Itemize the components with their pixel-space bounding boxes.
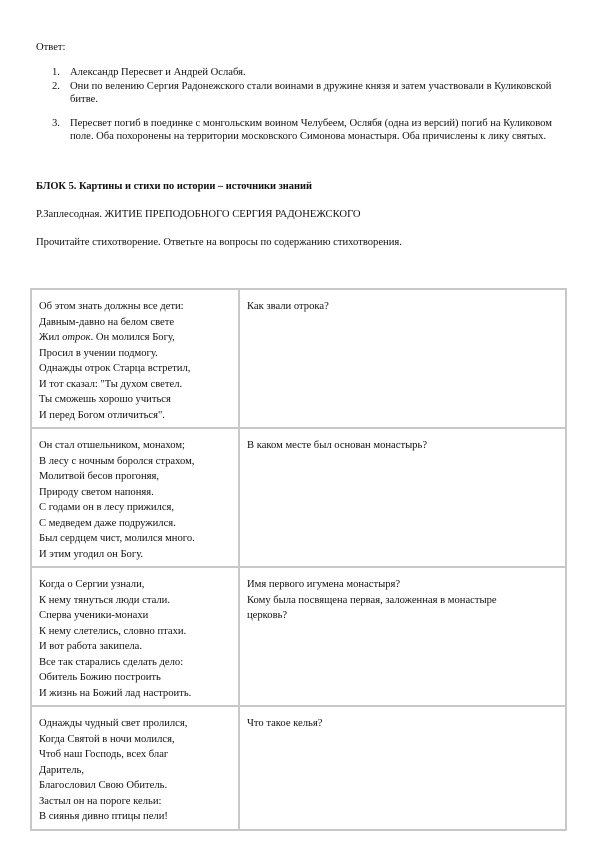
answer-item-2	[36, 80, 561, 107]
instruction-text: Прочитайте стихотворение. Ответьте на вопросы по содержанию стихотворения.	[36, 237, 402, 248]
answer-text-line: Куликовом поле. Оба похоронены на территории московского Симонова монастыря. Оба	[70, 117, 552, 142]
poem-line: Все так старались сделать дело:	[39, 656, 184, 668]
poem-line: В сиянья дивно птицы пели!	[39, 811, 168, 822]
question-cell[interactable]	[239, 428, 566, 567]
poem-line: И перед Богом отличиться".	[39, 409, 165, 421]
table-row	[31, 428, 566, 567]
poem-line: Сперва ученики-монахи	[39, 610, 149, 621]
table-row	[31, 289, 566, 428]
poem-line: Когда о Сергии узнали,	[39, 579, 145, 590]
poem-line: К нему тянуться люди стали.	[39, 594, 170, 606]
answer-item-1	[36, 66, 561, 80]
poem-line: Однажды чудный свет пролился,	[39, 718, 188, 729]
question-text: Имя первого игумена монастыря?	[247, 579, 401, 590]
poem-cell	[31, 567, 239, 706]
poem-cell	[31, 289, 239, 428]
poem-line-start: Жил	[39, 332, 63, 343]
poem-line: Благословил Свою Обитель.	[39, 780, 168, 791]
table-row	[31, 567, 566, 706]
poem-line	[39, 330, 232, 346]
poem-questions-table	[30, 288, 567, 831]
answer-text-line: Куликовской битве.	[70, 80, 552, 105]
poem-line: Просил в учении подмогу.	[39, 347, 158, 359]
question-text: Как звали отрока?	[247, 301, 329, 312]
poem-title: Р.Заплесодная. ЖИТИЕ ПРЕПОДОБНОГО СЕРГИЯ РАДОНЕЖСКОГО	[36, 209, 361, 220]
poem-line: Однажды отрок Старца встретил,	[39, 363, 191, 374]
question-text: Что такое келья?	[247, 718, 323, 729]
poem-line: В лесу с ночным боролся страхом,	[39, 455, 195, 467]
emphasized-word: отрок	[62, 332, 91, 343]
answer-number: 3.	[52, 117, 60, 129]
poem-line: Он стал отшельником, монахом;	[39, 440, 185, 451]
answer-number: 2.	[52, 80, 60, 92]
poem-line: Давным-давно на белом свете	[39, 316, 175, 328]
poem-line: И этим угодил он Богу.	[39, 548, 144, 560]
answer-text-line: причислены к лику святых.	[422, 131, 547, 142]
poem-line: Был сердцем чист, молился много.	[39, 533, 195, 544]
poem-line: И жизнь на Божий лад настроить.	[39, 687, 192, 699]
answer-label: Ответ:	[36, 42, 66, 53]
poem-line: Природу светом напоняя.	[39, 486, 154, 498]
poem-line: Чтоб наш Господь, всех благ	[39, 749, 169, 760]
poem-line: Когда Святой в ночи молился,	[39, 733, 175, 745]
poem-line: Обитель Божию построить	[39, 672, 161, 683]
question-cell[interactable]	[239, 567, 566, 706]
poem-line: Застыл он на пороге кельи:	[39, 795, 162, 807]
question-cell[interactable]	[239, 706, 566, 830]
poem-line: С годами он в лесу прижился,	[39, 502, 175, 513]
block-title: БЛОК 5. Картины и стихи по истории – источники знаний	[36, 181, 312, 192]
poem-line: Молитвой бесов прогоняя,	[39, 471, 160, 482]
poem-line: С медведем даже подружился.	[39, 517, 176, 529]
poem-line-end: . Он молился Богу,	[90, 332, 175, 343]
question-text: Кому была посвящена первая, заложенная в монастыре	[247, 594, 497, 606]
poem-line: И вот работа закипела.	[39, 641, 143, 652]
answer-number: 1.	[52, 67, 60, 78]
answer-list	[36, 66, 561, 144]
answer-text: Александр Пересвет и Андрей Ослабя.	[70, 67, 246, 78]
poem-line: Об этом знать должны все дети:	[39, 301, 184, 312]
question-text: церковь?	[247, 610, 288, 621]
table-row	[31, 706, 566, 830]
answer-item-3	[36, 117, 561, 144]
poem-line: Ты сможешь хорошо учиться	[39, 394, 171, 405]
poem-line: И тот сказал: "Ты духом светел.	[39, 378, 183, 390]
poem-line: К нему слетелись, словно птахи.	[39, 625, 187, 637]
poem-cell	[31, 428, 239, 567]
poem-line: Даритель,	[39, 764, 84, 776]
question-text: В каком месте был основан монастырь?	[247, 440, 428, 451]
answer-text-line: Пересвет погиб в поединке с монгольским воином Челубеем, Ослябя (одна из версий) погиб на	[70, 117, 501, 129]
question-cell[interactable]	[239, 289, 566, 428]
poem-cell	[31, 706, 239, 830]
answer-text-line: Они по велению Сергия Радонежского стали воинами в дружине князя и затем участвовали в	[70, 80, 492, 92]
